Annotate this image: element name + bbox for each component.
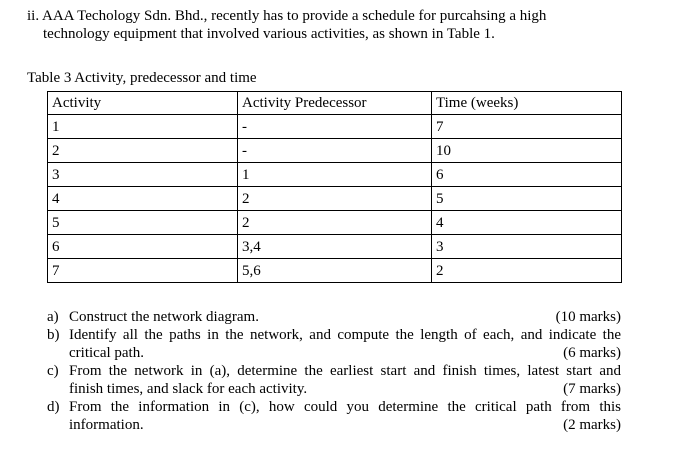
- table-caption: Table 3 Activity, predecessor and time: [27, 70, 257, 86]
- cell-activity: 2: [48, 139, 238, 163]
- question-c-label: c): [47, 363, 59, 379]
- cell-time: 3: [432, 235, 622, 259]
- cell-predecessor: 2: [238, 211, 432, 235]
- table-row: [48, 235, 622, 259]
- question-c-marks: (7 marks): [563, 381, 621, 397]
- table-header-row: [48, 92, 622, 115]
- activity-table: [47, 91, 622, 283]
- cell-predecessor: 1: [238, 163, 432, 187]
- table-row: [48, 259, 622, 283]
- question-b: [47, 326, 621, 362]
- header-activity: Activity: [48, 92, 238, 115]
- intro-line-1: ii. AAA Techology Sdn. Bhd., recently has to provide a schedule for purcahsing a high: [27, 8, 547, 24]
- header-predecessor: Activity Predecessor: [238, 92, 432, 115]
- table-row: [48, 163, 622, 187]
- question-c: [47, 362, 621, 398]
- question-c-text-line-1: From the network in (a), determine the earliest start and finish times, latest start and: [69, 363, 621, 379]
- cell-predecessor: 2: [238, 187, 432, 211]
- cell-time: 2: [432, 259, 622, 283]
- cell-time: 5: [432, 187, 622, 211]
- question-d: [47, 398, 621, 434]
- cell-time: 7: [432, 115, 622, 139]
- cell-activity: 3: [48, 163, 238, 187]
- question-a: [47, 308, 621, 326]
- table-row: [48, 211, 622, 235]
- intro-line-2: technology equipment that involved various activities, as shown in Table 1.: [43, 26, 495, 42]
- question-b-marks: (6 marks): [563, 345, 621, 361]
- cell-predecessor: -: [238, 139, 432, 163]
- cell-time: 4: [432, 211, 622, 235]
- cell-activity: 4: [48, 187, 238, 211]
- question-d-text-line-1: From the information in (c), how could you determine the critical path from this: [69, 399, 621, 415]
- cell-predecessor: -: [238, 115, 432, 139]
- table-row: [48, 139, 622, 163]
- question-a-text: Construct the network diagram.: [69, 309, 259, 325]
- question-d-label: d): [47, 399, 60, 415]
- cell-predecessor: 5,6: [238, 259, 432, 283]
- question-a-label: a): [47, 309, 59, 325]
- cell-predecessor: 3,4: [238, 235, 432, 259]
- question-intro: [27, 7, 627, 43]
- cell-activity: 7: [48, 259, 238, 283]
- question-b-text-line-1: Identify all the paths in the network, and compute the length of each, and indicate the: [69, 327, 621, 343]
- sub-questions: [47, 308, 621, 434]
- table-row: [48, 187, 622, 211]
- question-b-label: b): [47, 327, 60, 343]
- question-a-marks: (10 marks): [555, 309, 621, 325]
- question-c-text-line-2: finish times, and slack for each activity.: [69, 381, 308, 397]
- table-row: [48, 115, 622, 139]
- header-time: Time (weeks): [432, 92, 622, 115]
- question-d-marks: (2 marks): [563, 417, 621, 433]
- question-b-text-line-2: critical path.: [69, 345, 144, 361]
- cell-activity: 1: [48, 115, 238, 139]
- cell-time: 6: [432, 163, 622, 187]
- cell-activity: 5: [48, 211, 238, 235]
- cell-time: 10: [432, 139, 622, 163]
- question-d-text-line-2: information.: [69, 417, 144, 433]
- cell-activity: 6: [48, 235, 238, 259]
